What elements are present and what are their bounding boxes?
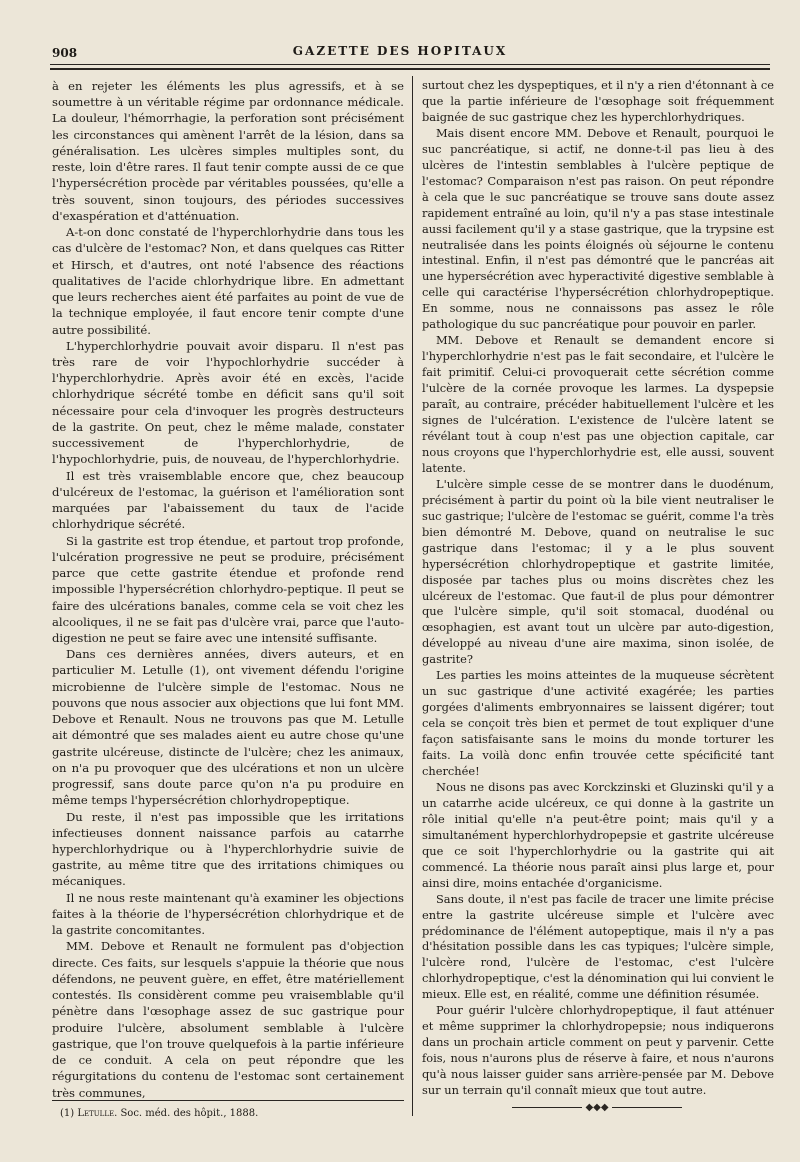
- ornament-line-left: [512, 1107, 582, 1108]
- paragraph: Il ne nous reste maintenant qu'à examiner les objections faites à la théorie de l'hypersécrétion chlorhydrique et de la gastrite concomitantes.: [52, 890, 404, 938]
- column-divider: [412, 76, 413, 1116]
- paragraph: L'ulcère simple cesse de se montrer dans le duodénum, précisément à partir du point où la bile vient neutraliser le suc gastrique; l'ulcère de l'estomac se guérit, comme l'a très bien démontré M. Debove, quand on neutralise le suc gastrique dans l'estomac; il y a le plus souvent hypersécrétion chlorhydropeptique et gastrite limitée, disposée par taches plus ou moins discrètes chez les ulcéreux de l'estomac. Que faut-il de plus pour démontrer que l'ulcère simple, qu'il soit stomacal, duodénal ou œsophagien, est avant tout un ulcère par auto-digestion, développé au niveau d'une aire maxima, sinon isolée, de gastrite?: [422, 476, 774, 667]
- paragraph: Dans ces dernières années, divers auteurs, et en particulier M. Letulle (1), ont vivement défendu l'origine microbienne de l'ulcère simple de l'estomac. Nous ne pouvons que nous associer aux objections que lui font MM. Debove et Renault. Nous ne trouvons pas que M. Letulle ait démontré que ses malades aient eu autre chose qu'une gastrite ulcéreuse, distincte de l'ulcère; chez les animaux, on n'a pu provoquer que des ulcérations et non un ulcère progressif, sans doute parce qu'on n'a pu produire en même temps l'hypersécrétion chlorhydropeptique.: [52, 647, 404, 808]
- paragraph: Sans doute, il n'est pas facile de tracer une limite précise entre la gastrite ulcéreuse simple et l'ulcère avec prédominance de l'élément autopeptique, mais il n'y a pas d'hésitation possible dans les cas typiques; l'ulcère simple, l'ulcère rond, l'ulcère de l'estomac, c'est l'ulcère chlorhydropeptique, c'est la dénomination qui lui convient le mieux. Elle est, en réalité, comme une définition résumée.: [422, 891, 774, 1002]
- footnote-text: . Soc. méd. des hôpit., 1888.: [114, 1108, 259, 1119]
- paragraph: à en rejeter les éléments les plus agressifs, et à se soumettre à un véritable régime par ordonnance médicale. La douleur, l'hémorrhagie, la perforation sont précisément les circonstances qui amènent l'arrêt de la lésion, dans sa généralisation. Les ulcères simples multiples sont, du reste, loin d'être rares. Il faut tenir compte aussi de ce que l'hypersécrétion procède par véritables poussées, qu'elle a très souvent, sinon toujours, des périodes successives d'exaspération et d'atténuation.: [52, 79, 404, 223]
- paragraph: Il est très vraisemblable encore que, chez beaucoup d'ulcéreux de l'estomac, la guérison et l'amélioration sont marquées par l'abaissement du taux de l'acide chlorhydrique sécrété.: [52, 468, 404, 532]
- paragraph: A-t-on donc constaté de l'hyperchlorhydrie dans tous les cas d'ulcère de l'estomac? Non, et dans quelques cas Ritter et Hirsch, et d'autres, ont noté l'absence des réactions qualitatives de l'acide chlorhydrique libre. En admettant que leurs recherches aient été parfaites au point de vue de la technique employée, il faut encore tenir compte d'une autre possibilité.: [52, 225, 404, 337]
- paragraph: L'hyperchlorhydrie pouvait avoir disparu. Il n'est pas très rare de voir l'hypochlorhydrie succéder à l'hyperchlorhydrie. Après avoir été en excès, l'acide chlorhydrique sécrété tombe en déficit sans qu'il soit nécessaire pour cela d'invoquer les progrès destructeurs de la gastrite. On peut, chez le même malade, constater successivement de l'hyperchlorhydrie, de l'hypochlorhydrie, puis, de nouveau, de l'hyperchlorhydrie.: [52, 338, 404, 467]
- footnote: [60, 1108, 400, 1119]
- paragraph: Si la gastrite est trop étendue, et partout trop profonde, l'ulcération progressive ne peut se produire, précisément parce que cette gastrite étendue et profonde rend impossible l'hypersécrétion chlorhydro-peptique. Il peut se faire des ulcérations banales, comme cela se voit chez les alcooliques, il ne se fait pas d'ulcère vrai, parce que l'auto-digestion ne peut se faire avec une intensité suffisante.: [52, 533, 404, 645]
- paragraph: Mais disent encore MM. Debove et Renault, pourquoi le suc pancréatique, si actif, ne donne-t-il pas lieu à des ulcères de l'intestin semblables à l'ulcère peptique de l'estomac? Comparaison n'est pas raison. On peut répondre à cela que le suc pancréatique se trouve sans doute assez rapidement entraîné au loin, qu'il n'y a pas stase intestinale aussi facilement qu'il y a stase gastrique, que la trypsine est neutralisée dans les points éloignés où séjourne le contenu intestinal. Enfin, il n'est pas démontré que le pancréas ait une hypersécrétion avec hyperactivité digestive semblable à celle qui caractérise l'hypersécrétion chlorhydropeptique. En somme, nous ne connaissons pas assez le rôle pathologique du suc pancréatique pour pouvoir en parler.: [422, 125, 774, 332]
- ornament-line-right: [612, 1107, 682, 1108]
- right-column: [422, 78, 774, 1098]
- running-head: GAZETTE DES HOPITAUX: [292, 44, 508, 58]
- left-column: [52, 78, 404, 1106]
- paragraph: MM. Debove et Renault se demandent encore si l'hyperchlorhydrie n'est pas le fait secondaire, et l'ulcère le fait primitif. Celui-ci provoquerait cette sécrétion comme l'ulcère de la cornée provoque les larmes. La dyspepsie paraît, au contraire, précéder habituellement l'ulcère et les signes de l'ulcération. L'existence de l'ulcère latent se révélant tout à coup n'est pas une objection capitale, car nous croyons que l'hyperchlorhydrie est, elle aussi, souvent latente.: [422, 333, 774, 475]
- header-rule: [50, 64, 770, 65]
- paragraph: Pour guérir l'ulcère chlorhydropeptique, il faut atténuer et même supprimer la chlorhydropepsie; nous indiquerons dans un prochain article comment on peut y parvenir. Cette fois, nous n'aurons plus de réserve à faire, et nous n'aurons qu'à nous laisser guider sans arrière-pensée par M. Debove sur un terrain qu'il connaît mieux que tout autre.: [422, 1003, 774, 1098]
- end-ornament: [512, 1102, 682, 1113]
- footnote-rule: [52, 1100, 404, 1101]
- footnote-author: Letulle: [77, 1108, 115, 1119]
- paragraph: Du reste, il n'est pas impossible que les irritations infectieuses donnent naissance parfois au catarrhe hyperchlorhydrique ou à l'hyperchlorhydrie suivie de gastrite, au même titre que des irritations chimiques ou mécaniques.: [52, 809, 404, 889]
- header-rule-thick: [50, 68, 770, 70]
- paragraph: Nous ne disons pas avec Korckzinski et Gluzinski qu'il y a un catarrhe acide ulcéreux, ce qui donne à la gastrite un rôle initial qu'elle n'a peut-être point; mais qu'il y a simultanément hyperchlorhydropepsie et gastrite ulcéreuse que ce soit l'hyperchlorhydrie ou la gastrite qui ait commencé. La théorie nous paraît ainsi plus large et, pour ainsi dire, moins entachée d'organicisme.: [422, 779, 774, 890]
- paragraph: Les parties les moins atteintes de la muqueuse sécrètent un suc gastrique d'une activité exagérée; les parties gorgées d'aliments embryonnaires se laissent digérer; tout cela se conçoit très bien et permet de tout expliquer d'une façon satisfaisante sans le moins du monde torturer les faits. La voilà donc enfin trouvée cette spécificité tant cherchée!: [422, 668, 774, 778]
- paragraph: MM. Debove et Renault ne formulent pas d'objection directe. Ces faits, sur lesquels s'appuie la théorie que nous défendons, ne peuvent guère, en effet, être matériellement contestés. Ils considèrent comme peu vraisemblable qu'il pénètre dans l'œsophage assez de suc gastrique pour produire l'ulcère, absolument semblable à l'ulcère gastrique, que l'on trouve quelquefois à la partie inférieure de ce conduit. A cela on peut répondre que les régurgitations du contenu de l'estomac sont certainement très communes,: [52, 939, 404, 1100]
- ornament-diamonds-icon: ◆◆◆: [585, 1102, 609, 1113]
- paragraph: surtout chez les dyspeptiques, et il n'y a rien d'étonnant à ce que la partie inférieure de l'œsophage soit fréquemment baignée de suc gastrique chez les hyperchlorhydriques.: [422, 78, 774, 124]
- page-number: 908: [52, 46, 78, 60]
- footnote-mark: (1): [60, 1108, 75, 1119]
